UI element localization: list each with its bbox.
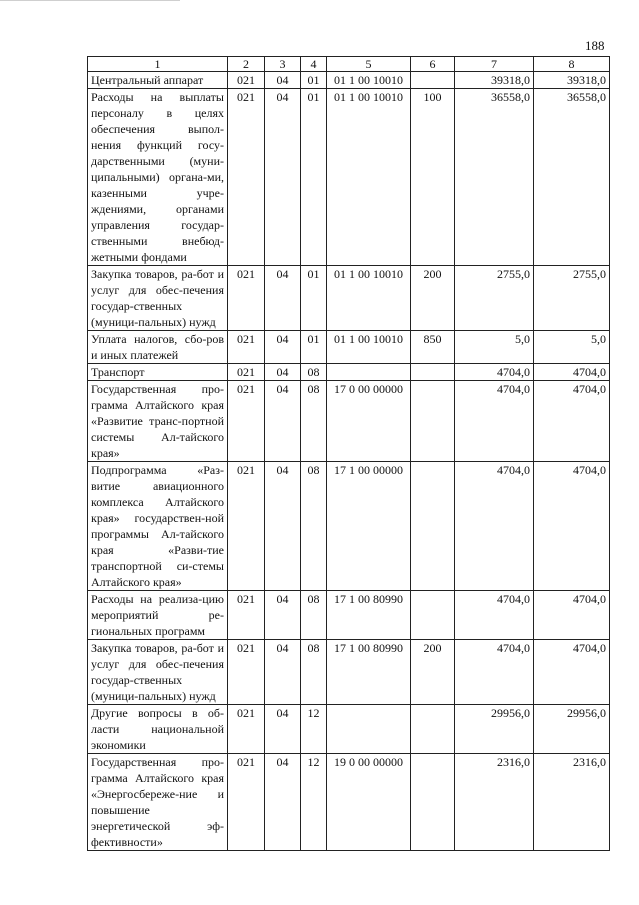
target-article-code: 01 1 00 10010: [327, 72, 411, 89]
table-row: [88, 754, 610, 851]
target-article-code: 17 0 00 00000: [327, 381, 411, 462]
section-code: 04: [265, 754, 301, 851]
amount-year-2: 36558,0: [534, 89, 610, 266]
section-code: 04: [265, 640, 301, 705]
expense-type-code: 200: [411, 266, 455, 331]
section-code: 04: [265, 705, 301, 754]
table-row: [88, 266, 610, 331]
ved-code: 021: [228, 640, 265, 705]
row-name: Государственная про-грамма Алтайского края «Развитие транс-портной системы Ал-тайского края»: [88, 381, 228, 462]
scan-edge-line: [0, 0, 180, 1]
ved-code: 021: [228, 266, 265, 331]
subsection-code: 08: [301, 462, 327, 591]
target-article-code: [327, 364, 411, 381]
row-name: Центральный аппарат: [88, 72, 228, 89]
row-name: Закупка товаров, ра-бот и услуг для обес-печения государ-ственных (муници-пальных) нужд: [88, 640, 228, 705]
expense-type-code: [411, 381, 455, 462]
budget-table: [87, 56, 610, 851]
table-row: [88, 364, 610, 381]
expense-type-code: [411, 754, 455, 851]
header-cell: 8: [534, 57, 610, 72]
row-name: Расходы на выплаты персоналу в целях обеспечения выпол-нения функций госу-дарственными (муни-ципальными) органа-ми, казенными учре-ждениями, органами управления государ-ственными внебюд-жетными фондами: [88, 89, 228, 266]
amount-year-1: 39318,0: [455, 72, 534, 89]
amount-year-2: 2755,0: [534, 266, 610, 331]
amount-year-1: 36558,0: [455, 89, 534, 266]
row-name: Государственная про-грамма Алтайского края «Энергосбереже-ние и повышение энергетической эф-фективности»: [88, 754, 228, 851]
target-article-code: 01 1 00 10010: [327, 331, 411, 364]
row-name: Подпрограмма «Раз-витие авиационного комплекса Алтайского края» государствен-ной программы Ал-тайского края «Разви-тие транспортной си-стемы Алтайского края»: [88, 462, 228, 591]
subsection-code: 01: [301, 331, 327, 364]
subsection-code: 01: [301, 266, 327, 331]
section-code: 04: [265, 266, 301, 331]
expense-type-code: [411, 72, 455, 89]
ved-code: 021: [228, 72, 265, 89]
ved-code: 021: [228, 705, 265, 754]
section-code: 04: [265, 364, 301, 381]
subsection-code: 08: [301, 381, 327, 462]
row-name: Закупка товаров, ра-бот и услуг для обес-печения государ-ственных (муници-пальных) нужд: [88, 266, 228, 331]
section-code: 04: [265, 591, 301, 640]
subsection-code: 01: [301, 89, 327, 266]
header-cell: 7: [455, 57, 534, 72]
header-row: [88, 57, 610, 72]
subsection-code: 08: [301, 591, 327, 640]
expense-type-code: 850: [411, 331, 455, 364]
section-code: 04: [265, 89, 301, 266]
subsection-code: 08: [301, 640, 327, 705]
amount-year-1: 29956,0: [455, 705, 534, 754]
amount-year-2: 4704,0: [534, 364, 610, 381]
amount-year-1: 4704,0: [455, 640, 534, 705]
table-row: [88, 640, 610, 705]
amount-year-1: 4704,0: [455, 591, 534, 640]
header-cell: 6: [411, 57, 455, 72]
expense-type-code: 100: [411, 89, 455, 266]
target-article-code: 17 1 00 00000: [327, 462, 411, 591]
amount-year-1: 2316,0: [455, 754, 534, 851]
amount-year-1: 4704,0: [455, 462, 534, 591]
ved-code: 021: [228, 381, 265, 462]
header-cell: 1: [88, 57, 228, 72]
amount-year-1: 4704,0: [455, 381, 534, 462]
ved-code: 021: [228, 331, 265, 364]
section-code: 04: [265, 462, 301, 591]
ved-code: 021: [228, 591, 265, 640]
amount-year-1: 2755,0: [455, 266, 534, 331]
header-cell: 5: [327, 57, 411, 72]
section-code: 04: [265, 381, 301, 462]
table-row: [88, 591, 610, 640]
amount-year-2: 4704,0: [534, 462, 610, 591]
amount-year-2: 4704,0: [534, 381, 610, 462]
ved-code: 021: [228, 754, 265, 851]
ved-code: 021: [228, 462, 265, 591]
target-article-code: 19 0 00 00000: [327, 754, 411, 851]
expense-type-code: 200: [411, 640, 455, 705]
table-row: [88, 89, 610, 266]
expense-type-code: [411, 705, 455, 754]
table-row: [88, 331, 610, 364]
target-article-code: 17 1 00 80990: [327, 640, 411, 705]
expense-type-code: [411, 364, 455, 381]
header-cell: 4: [301, 57, 327, 72]
amount-year-1: 4704,0: [455, 364, 534, 381]
header-cell: 3: [265, 57, 301, 72]
target-article-code: 01 1 00 10010: [327, 89, 411, 266]
table-row: [88, 381, 610, 462]
subsection-code: 08: [301, 364, 327, 381]
section-code: 04: [265, 331, 301, 364]
target-article-code: [327, 705, 411, 754]
amount-year-1: 5,0: [455, 331, 534, 364]
subsection-code: 01: [301, 72, 327, 89]
subsection-code: 12: [301, 705, 327, 754]
amount-year-2: 29956,0: [534, 705, 610, 754]
amount-year-2: 39318,0: [534, 72, 610, 89]
table-row: [88, 72, 610, 89]
ved-code: 021: [228, 364, 265, 381]
row-name: Расходы на реализа-цию мероприятий ре-гиональных программ: [88, 591, 228, 640]
section-code: 04: [265, 72, 301, 89]
amount-year-2: 4704,0: [534, 591, 610, 640]
amount-year-2: 5,0: [534, 331, 610, 364]
target-article-code: 01 1 00 10010: [327, 266, 411, 331]
table-row: [88, 705, 610, 754]
expense-type-code: [411, 462, 455, 591]
header-cell: 2: [228, 57, 265, 72]
page-number: 188: [585, 38, 605, 53]
row-name: Уплата налогов, сбо-ров и иных платежей: [88, 331, 228, 364]
expense-type-code: [411, 591, 455, 640]
row-name: Другие вопросы в об-ласти национальной экономики: [88, 705, 228, 754]
target-article-code: 17 1 00 80990: [327, 591, 411, 640]
amount-year-2: 2316,0: [534, 754, 610, 851]
row-name: Транспорт: [88, 364, 228, 381]
amount-year-2: 4704,0: [534, 640, 610, 705]
subsection-code: 12: [301, 754, 327, 851]
table-row: [88, 462, 610, 591]
ved-code: 021: [228, 89, 265, 266]
